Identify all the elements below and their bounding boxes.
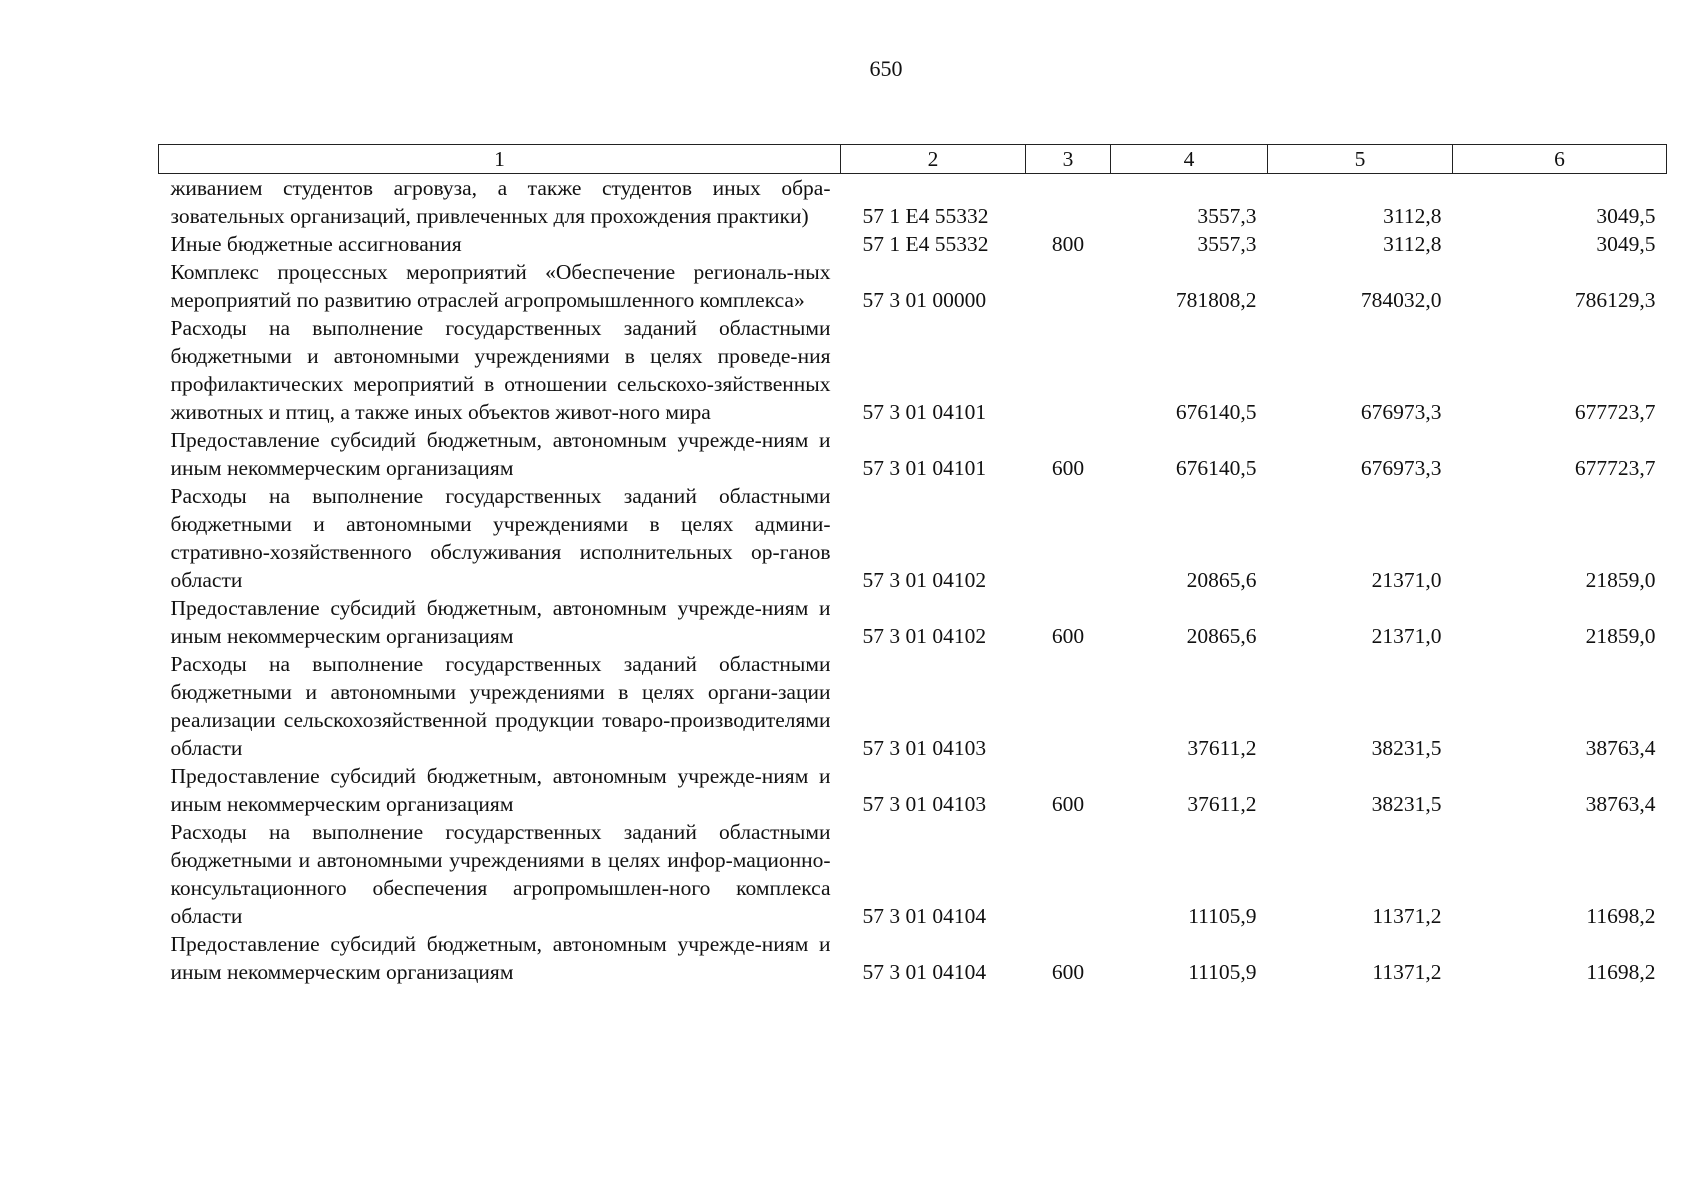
row-expense-type: 600 xyxy=(1051,792,1085,816)
row-description: Иные бюджетные ассигнования xyxy=(170,232,462,256)
column-header-5: 5 xyxy=(1268,145,1453,174)
row-value-col6: 38763,4 xyxy=(1585,792,1656,816)
row-value-col6: 21859,0 xyxy=(1585,568,1656,592)
row-expense-type xyxy=(1026,258,1111,314)
row-value-col6: 677723,7 xyxy=(1574,456,1656,480)
row-description: живанием студентов агровуза, а также студентов иных обра-зовательных организаций, привлеченных для прохождения практики) xyxy=(170,176,831,228)
row-value-col6: 3049,5 xyxy=(1596,232,1656,256)
row-value-col4: 20865,6 xyxy=(1186,624,1257,648)
row-expense-type: 600 xyxy=(1051,456,1085,480)
row-value-col5: 38231,5 xyxy=(1371,736,1442,760)
column-header-3: 3 xyxy=(1026,145,1111,174)
row-value-col4: 37611,2 xyxy=(1187,736,1257,760)
row-value-col5: 676973,3 xyxy=(1360,400,1442,424)
row-target-code: 57 1 E4 55332 xyxy=(862,232,989,256)
row-description: Расходы на выполнение государственных заданий областными бюджетными и автономными учреждениями в целях инфор-мационно-консультационного обеспечения агропромышлен-ного комплекса области xyxy=(170,820,831,928)
row-value-col5: 676973,3 xyxy=(1360,456,1442,480)
table-row xyxy=(159,818,1667,930)
page-number: 650 xyxy=(869,56,903,81)
row-target-code: 57 3 01 04102 xyxy=(862,624,987,648)
row-expense-type xyxy=(1026,482,1111,594)
column-header-4: 4 xyxy=(1111,145,1268,174)
row-target-code: 57 1 E4 55332 xyxy=(862,204,989,228)
table-row xyxy=(159,258,1667,314)
row-target-code: 57 3 01 04101 xyxy=(862,456,987,480)
row-target-code: 57 3 01 04102 xyxy=(862,568,987,592)
row-value-col5: 11371,2 xyxy=(1372,904,1442,928)
table-row xyxy=(159,230,1667,258)
row-value-col4: 11105,9 xyxy=(1188,904,1257,928)
row-value-col6: 3049,5 xyxy=(1596,204,1656,228)
column-number-header-row xyxy=(159,145,1667,174)
table-row xyxy=(159,650,1667,762)
table-row xyxy=(159,426,1667,482)
row-value-col5: 11371,2 xyxy=(1372,960,1442,984)
row-target-code: 57 3 01 04104 xyxy=(862,904,987,928)
row-value-col5: 21371,0 xyxy=(1371,568,1442,592)
row-description: Предоставление субсидий бюджетным, автономным учрежде-ниям и иным некоммерческим организациям xyxy=(170,428,831,480)
row-value-col4: 20865,6 xyxy=(1186,568,1257,592)
row-expense-type xyxy=(1026,818,1111,930)
row-value-col4: 781808,2 xyxy=(1175,288,1257,312)
row-target-code: 57 3 01 04103 xyxy=(862,736,987,760)
row-description: Комплекс процессных мероприятий «Обеспечение региональ-ных мероприятий по развитию отраслей агропромышленного комплекса» xyxy=(170,260,831,312)
row-value-col6: 786129,3 xyxy=(1574,288,1656,312)
table-row xyxy=(159,762,1667,818)
row-value-col6: 11698,2 xyxy=(1586,904,1656,928)
row-target-code: 57 3 01 00000 xyxy=(862,288,987,312)
budget-table xyxy=(158,144,1667,986)
row-value-col6: 21859,0 xyxy=(1585,624,1656,648)
row-value-col4: 37611,2 xyxy=(1187,792,1257,816)
row-target-code: 57 3 01 04103 xyxy=(862,792,987,816)
table-row xyxy=(159,594,1667,650)
column-header-2: 2 xyxy=(841,145,1026,174)
row-expense-type xyxy=(1026,314,1111,426)
row-value-col5: 21371,0 xyxy=(1371,624,1442,648)
row-value-col5: 3112,8 xyxy=(1383,204,1442,228)
column-header-1: 1 xyxy=(159,145,841,174)
row-value-col5: 784032,0 xyxy=(1360,288,1442,312)
row-value-col4: 11105,9 xyxy=(1188,960,1257,984)
row-description: Предоставление субсидий бюджетным, автономным учрежде-ниям и иным некоммерческим организациям xyxy=(170,932,831,984)
row-value-col6: 11698,2 xyxy=(1586,960,1656,984)
row-description: Предоставление субсидий бюджетным, автономным учрежде-ниям и иным некоммерческим организациям xyxy=(170,764,831,816)
row-description: Предоставление субсидий бюджетным, автономным учрежде-ниям и иным некоммерческим организациям xyxy=(170,596,831,648)
row-value-col6: 677723,7 xyxy=(1574,400,1656,424)
table-row xyxy=(159,314,1667,426)
row-value-col5: 3112,8 xyxy=(1383,232,1442,256)
row-value-col4: 676140,5 xyxy=(1175,400,1257,424)
column-header-6: 6 xyxy=(1453,145,1667,174)
row-description: Расходы на выполнение государственных заданий областными бюджетными и автономными учреждениями в целях проведе-ния профилактических мероприятий в отношении сельскохо-зяйственных животных и птиц, а также иных объектов живот-ного мира xyxy=(170,316,831,424)
row-target-code: 57 3 01 04101 xyxy=(862,400,987,424)
row-description: Расходы на выполнение государственных заданий областными бюджетными и автономными учреждениями в целях органи-зации реализации сельскохозяйственной продукции товаро-производителями области xyxy=(170,652,831,760)
row-expense-type: 800 xyxy=(1051,232,1085,256)
row-value-col4: 3557,3 xyxy=(1197,232,1257,256)
row-target-code: 57 3 01 04104 xyxy=(862,960,987,984)
table-row xyxy=(159,174,1667,231)
row-expense-type xyxy=(1026,650,1111,762)
table-row xyxy=(159,930,1667,986)
row-expense-type: 600 xyxy=(1051,624,1085,648)
row-value-col5: 38231,5 xyxy=(1371,792,1442,816)
row-value-col4: 3557,3 xyxy=(1197,204,1257,228)
row-expense-type xyxy=(1026,174,1111,231)
row-expense-type: 600 xyxy=(1051,960,1085,984)
row-value-col6: 38763,4 xyxy=(1585,736,1656,760)
table-row xyxy=(159,482,1667,594)
row-value-col4: 676140,5 xyxy=(1175,456,1257,480)
row-description: Расходы на выполнение государственных заданий областными бюджетными и автономными учреждениями в целях админи-стративно-хозяйственного обслуживания исполнительных ор-ганов области xyxy=(170,484,831,592)
